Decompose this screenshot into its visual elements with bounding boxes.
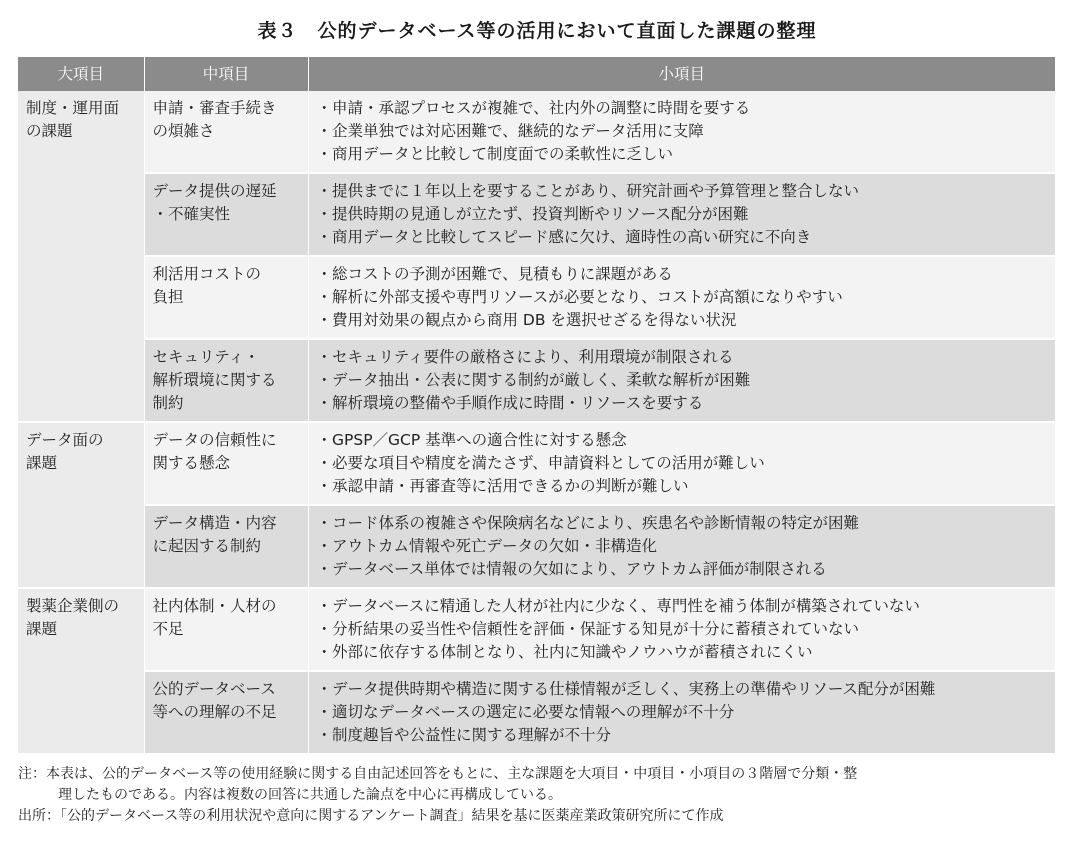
minor-item-text: ・データ提供時期や構造に関する仕様情報が乏しく、実務上の準備やリソース配分が困難 bbox=[316, 680, 936, 698]
minor-item-text: ・解析に外部支援や専門リソースが必要となり、コストが高額になりやすい bbox=[316, 288, 843, 306]
mid-category-cell bbox=[144, 91, 308, 173]
major-category-text: データ面の bbox=[26, 431, 104, 449]
minor-item-text: ・提供までに１年以上を要することがあり、研究計画や予算管理と整合しない bbox=[316, 182, 860, 200]
major-category-text: の課題 bbox=[26, 122, 73, 140]
minor-item-text: ・セキュリティ要件の厳格さにより、利用環境が制限される bbox=[316, 348, 734, 366]
source-line: 出所：「公的データベース等の利用状況や意向に関するアンケート調査」結果を基に医薬産業政策研究所にて作成 bbox=[18, 808, 724, 824]
minor-item-text: ・企業単独では対応困難で、継続的なデータ活用に支障 bbox=[316, 122, 704, 140]
minor-item-text: ・データベース単体では情報の欠如により、アウトカム評価が制限される bbox=[316, 560, 827, 578]
mid-category-text: 関する懸念 bbox=[152, 454, 231, 472]
minor-item-text: ・費用対効果の観点から商用 DB を選択せざるを得ない状況 bbox=[316, 311, 737, 329]
mid-category-text: 制約 bbox=[152, 394, 184, 412]
minor-items-cell bbox=[308, 173, 1055, 256]
mid-category-cell bbox=[144, 671, 308, 754]
minor-items-cell bbox=[308, 91, 1055, 173]
table-body bbox=[18, 91, 1055, 754]
major-category-cell bbox=[18, 422, 144, 588]
mid-category-text: 解析環境に関する bbox=[152, 371, 277, 389]
minor-items-cell bbox=[308, 588, 1055, 671]
table-row bbox=[18, 91, 1055, 173]
mid-category-text: 不足 bbox=[152, 620, 184, 638]
notes bbox=[18, 764, 1063, 827]
minor-item-text: ・商用データと比較してスピード感に欠け、適時性の高い研究に不向き bbox=[316, 228, 812, 246]
issues-table bbox=[18, 57, 1055, 755]
mid-category-cell bbox=[144, 339, 308, 422]
major-category-text: 制度・運用面 bbox=[26, 99, 120, 117]
minor-item-text: ・総コストの予測が困難で、見積もりに課題がある bbox=[316, 265, 673, 283]
mid-category-cell bbox=[144, 173, 308, 256]
minor-item-text: ・データベースに精通した人材が社内に少なく、専門性を補う体制が構築されていない bbox=[316, 597, 920, 615]
minor-item-text: ・分析結果の妥当性や信頼性を評価・保証する知見が十分に蓄積されていない bbox=[316, 620, 860, 638]
mid-category-text: 利活用コストの bbox=[152, 265, 262, 283]
table-row bbox=[18, 339, 1055, 422]
mid-category-cell bbox=[144, 256, 308, 339]
header-mid: 中項目 bbox=[144, 57, 308, 91]
major-category-text: 製薬企業側の bbox=[26, 597, 120, 615]
major-category-text: 課題 bbox=[26, 454, 58, 472]
minor-item-text: ・コード体系の複雑さや保険病名などにより、疾患名や診断情報の特定が困難 bbox=[316, 514, 860, 532]
mid-category-text: データの信頼性に bbox=[152, 431, 277, 449]
mid-category-text: データ提供の遅延 bbox=[152, 182, 277, 200]
mid-category-text: に起因する制約 bbox=[152, 537, 262, 555]
table-row bbox=[18, 588, 1055, 671]
minor-item-text: ・外部に依存する体制となり、社内に知識やノウハウが蓄積されにくい bbox=[316, 643, 813, 661]
major-category-cell bbox=[18, 588, 144, 754]
mid-category-text: ・不確実性 bbox=[152, 205, 231, 223]
major-category-cell bbox=[18, 91, 144, 422]
mid-category-text: の煩雑さ bbox=[152, 122, 215, 140]
minor-item-text: ・解析環境の整備や手順作成に時間・リソースを要する bbox=[316, 394, 704, 412]
table-row bbox=[18, 671, 1055, 754]
minor-item-text: ・提供時期の見通しが立たず、投資判断やリソース配分が困難 bbox=[316, 205, 749, 223]
header-row bbox=[18, 57, 1055, 91]
mid-category-text: 社内体制・人材の bbox=[152, 597, 277, 615]
minor-item-text: ・商用データと比較して制度面での柔軟性に乏しい bbox=[316, 145, 674, 163]
mid-category-text: 公的データベース bbox=[152, 680, 276, 698]
table-row bbox=[18, 173, 1055, 256]
table-row bbox=[18, 256, 1055, 339]
table-row bbox=[18, 422, 1055, 505]
mid-category-text: 等への理解の不足 bbox=[152, 703, 277, 721]
minor-items-cell bbox=[308, 256, 1055, 339]
minor-items-cell bbox=[308, 671, 1055, 754]
minor-item-text: ・アウトカム情報や死亡データの欠如・非構造化 bbox=[316, 537, 658, 555]
minor-item-text: ・データ抽出・公表に関する制約が厳しく、柔軟な解析が困難 bbox=[316, 371, 751, 389]
minor-item-text: ・制度趣旨や公益性に関する理解が不十分 bbox=[316, 726, 612, 744]
mid-category-text: データ構造・内容 bbox=[152, 514, 277, 532]
minor-item-text: ・GPSP／GCP 基準への適合性に対する懸念 bbox=[316, 431, 627, 449]
table-row bbox=[18, 505, 1055, 588]
mid-category-text: 申請・審査手続き bbox=[152, 99, 277, 117]
major-category-text: 課題 bbox=[26, 620, 58, 638]
minor-item-text: ・承認申請・再審査等に活用できるかの判断が難しい bbox=[316, 477, 689, 495]
minor-item-text: ・申請・承認プロセスが複雑で、社内外の調整に時間を要する bbox=[316, 99, 751, 117]
mid-category-cell bbox=[144, 505, 308, 588]
header-major: 大項目 bbox=[18, 57, 144, 91]
header-minor: 小項目 bbox=[308, 57, 1055, 91]
minor-items-cell bbox=[308, 505, 1055, 588]
mid-category-cell bbox=[144, 588, 308, 671]
mid-category-cell bbox=[144, 422, 308, 505]
note-line-continued: 理したものである。内容は複数の回答に共通した論点を中心に再構成している。 bbox=[58, 787, 562, 803]
mid-category-text: セキュリティ・ bbox=[152, 348, 260, 366]
mid-category-text: 負担 bbox=[152, 288, 184, 306]
minor-items-cell bbox=[308, 422, 1055, 505]
table-title: 表３ 公的データベース等の活用において直面した課題の整理 bbox=[257, 20, 817, 42]
minor-item-text: ・必要な項目や精度を満たさず、申請資料としての活用が難しい bbox=[316, 454, 765, 472]
note-line: 注：本表は、公的データベース等の使用経験に関する自由記述回答をもとに、主な課題を大項目・中項目・小項目の３階層で分類・整 bbox=[18, 766, 858, 782]
minor-items-cell bbox=[308, 339, 1055, 422]
minor-item-text: ・適切なデータベースの選定に必要な情報への理解が不十分 bbox=[316, 703, 735, 721]
